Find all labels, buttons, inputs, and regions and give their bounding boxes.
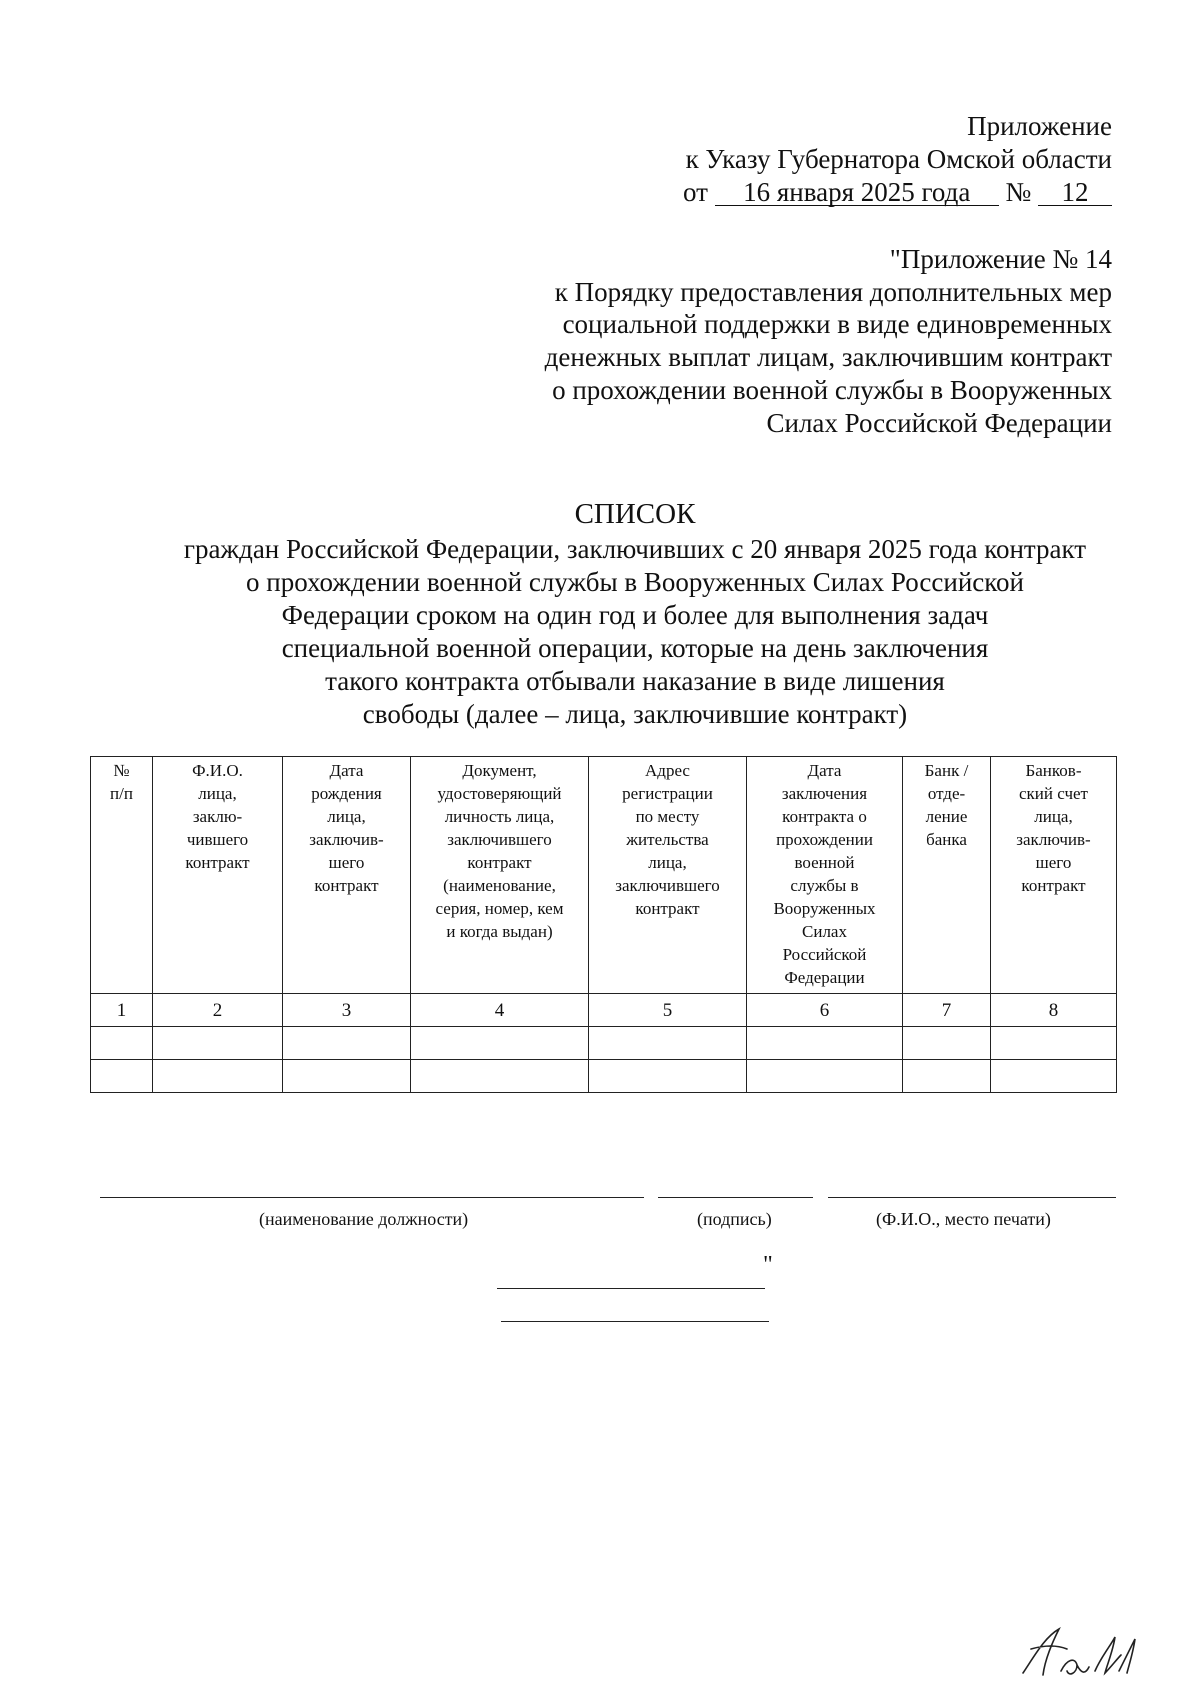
header-cell <box>283 757 411 994</box>
header-line: контракт <box>1021 876 1086 895</box>
header-line: ский счет <box>1019 784 1088 803</box>
header-cell <box>153 757 283 994</box>
header-cell <box>91 757 153 994</box>
header-line: удостоверяющий <box>437 784 562 803</box>
header-line: Банков- <box>1025 761 1082 780</box>
table-cell <box>747 1060 903 1093</box>
header-line: заключившего <box>615 876 720 895</box>
list-title-line: такого контракта отбывали наказание в виде лишения <box>325 666 945 696</box>
table-cell <box>903 1027 991 1060</box>
header-line: заключив- <box>1016 830 1091 849</box>
header-line: шего <box>328 853 365 872</box>
column-number-row <box>91 994 1117 1027</box>
separator-line <box>501 1321 769 1322</box>
list-title-line: о прохождении военной службы в Вооруженных Силах Российской <box>246 567 1024 597</box>
header-cell <box>991 757 1117 994</box>
header-line: Дата <box>329 761 364 780</box>
header-line: лица, <box>327 807 366 826</box>
attachment-header <box>683 110 1112 209</box>
handwritten-initials-image <box>1015 1615 1145 1685</box>
header-line: Банк / <box>924 761 969 780</box>
header-line: Федерации <box>784 968 865 987</box>
header-cell <box>903 757 991 994</box>
header-line: банка <box>926 830 967 849</box>
position-caption: (наименование должности) <box>259 1209 469 1229</box>
order-line: социальной поддержки в виде единовременных <box>562 309 1112 340</box>
header-line: жительства <box>626 830 709 849</box>
table-cell <box>153 1060 283 1093</box>
table-cell <box>283 1027 411 1060</box>
column-number: 1 <box>91 994 153 1027</box>
header-cell <box>411 757 589 994</box>
table-cell <box>589 1060 747 1093</box>
column-number: 2 <box>153 994 283 1027</box>
header-line: контракт <box>635 899 700 918</box>
decree-date: 16 января 2025 года <box>715 179 999 206</box>
date-prefix: от <box>683 177 708 207</box>
position-signature-line <box>100 1197 644 1198</box>
header-line: рождения <box>311 784 382 803</box>
header-line: военной <box>794 853 855 872</box>
table-cell <box>411 1027 589 1060</box>
list-title-main: СПИСОК <box>574 498 696 530</box>
header-line: по месту <box>635 807 700 826</box>
order-appendix <box>472 243 1112 439</box>
header-line: отде- <box>927 784 966 803</box>
header-line: контракта о <box>782 807 867 826</box>
header-line: регистрации <box>622 784 713 803</box>
table-header-row <box>91 757 1117 994</box>
citizens-table <box>90 756 1117 1093</box>
table-cell <box>91 1060 153 1093</box>
header-line: серия, номер, кем <box>435 899 564 918</box>
header-line: и когда выдан) <box>446 922 553 941</box>
header-line: № <box>113 761 130 780</box>
header-line: Дата <box>807 761 842 780</box>
header-line: прохождении <box>776 830 873 849</box>
header-line: Ф.И.О. <box>192 761 243 780</box>
header-line: личность лица, <box>444 807 555 826</box>
name-signature-line <box>828 1197 1116 1198</box>
header-line: чившего <box>186 830 249 849</box>
order-line: к Порядку предоставления дополнительных мер <box>554 276 1112 307</box>
header-line: заклю- <box>192 807 243 826</box>
header-line: контракт <box>314 876 379 895</box>
header-line: заключив- <box>309 830 384 849</box>
table-cell <box>91 1027 153 1060</box>
table-row <box>91 1060 1117 1093</box>
name-caption: (Ф.И.О., место печати) <box>876 1209 1051 1229</box>
column-number: 3 <box>283 994 411 1027</box>
table-cell <box>991 1060 1117 1093</box>
separator-line <box>497 1288 765 1289</box>
table-cell <box>153 1027 283 1060</box>
header-line: Вооруженных <box>773 899 876 918</box>
table-cell <box>903 1060 991 1093</box>
decree-number: 12 <box>1038 179 1112 206</box>
header-cell <box>589 757 747 994</box>
decree-date-line <box>683 176 1112 209</box>
order-line: "Приложение № 14 <box>889 244 1112 274</box>
header-line: лица, <box>1034 807 1073 826</box>
attachment-to-decree: к Указу Губернатора Омской области <box>685 144 1112 174</box>
header-line: (наименование, <box>443 876 556 895</box>
header-line: заключившего <box>447 830 552 849</box>
header-cell <box>747 757 903 994</box>
table-row <box>91 1027 1117 1060</box>
header-line: заключения <box>781 784 868 803</box>
header-line: Адрес <box>645 761 690 780</box>
order-line: денежных выплат лицам, заключившим контракт <box>544 342 1112 373</box>
header-line: Силах <box>802 922 847 941</box>
header-line: шего <box>1035 853 1072 872</box>
list-title <box>140 498 1130 731</box>
header-line: ление <box>925 807 968 826</box>
list-title-line: граждан Российской Федерации, заключивших с 20 января 2025 года контракт <box>183 534 1087 564</box>
list-title-line: свободы (далее – лица, заключившие контракт) <box>362 699 908 729</box>
attachment-label: Приложение <box>967 111 1112 141</box>
table-cell <box>747 1027 903 1060</box>
column-number: 7 <box>903 994 991 1027</box>
header-line: службы в <box>790 876 859 895</box>
table-cell <box>991 1027 1117 1060</box>
table-cell <box>589 1027 747 1060</box>
order-line: Силах Российской Федерации <box>766 407 1112 438</box>
column-number: 5 <box>589 994 747 1027</box>
header-line: контракт <box>467 853 532 872</box>
column-number: 6 <box>747 994 903 1027</box>
table-cell <box>283 1060 411 1093</box>
header-line: лица, <box>198 784 237 803</box>
number-sign: № <box>1005 177 1032 207</box>
order-line: о прохождении военной службы в Вооруженных <box>552 374 1112 405</box>
signature-line <box>658 1197 813 1198</box>
header-line: лица, <box>648 853 687 872</box>
table-cell <box>411 1060 589 1093</box>
list-title-line: Федерации сроком на один год и более для выполнения задач <box>281 600 989 630</box>
list-title-line: специальной военной операции, которые на день заключения <box>281 633 989 663</box>
header-line: Российской <box>782 945 867 964</box>
header-line: контракт <box>185 853 250 872</box>
header-line: Документ, <box>462 761 537 780</box>
header-line: п/п <box>110 784 133 803</box>
column-number: 4 <box>411 994 589 1027</box>
column-number: 8 <box>991 994 1117 1027</box>
closing-quote: " <box>763 1252 773 1278</box>
signature-caption: (подпись) <box>697 1209 772 1229</box>
